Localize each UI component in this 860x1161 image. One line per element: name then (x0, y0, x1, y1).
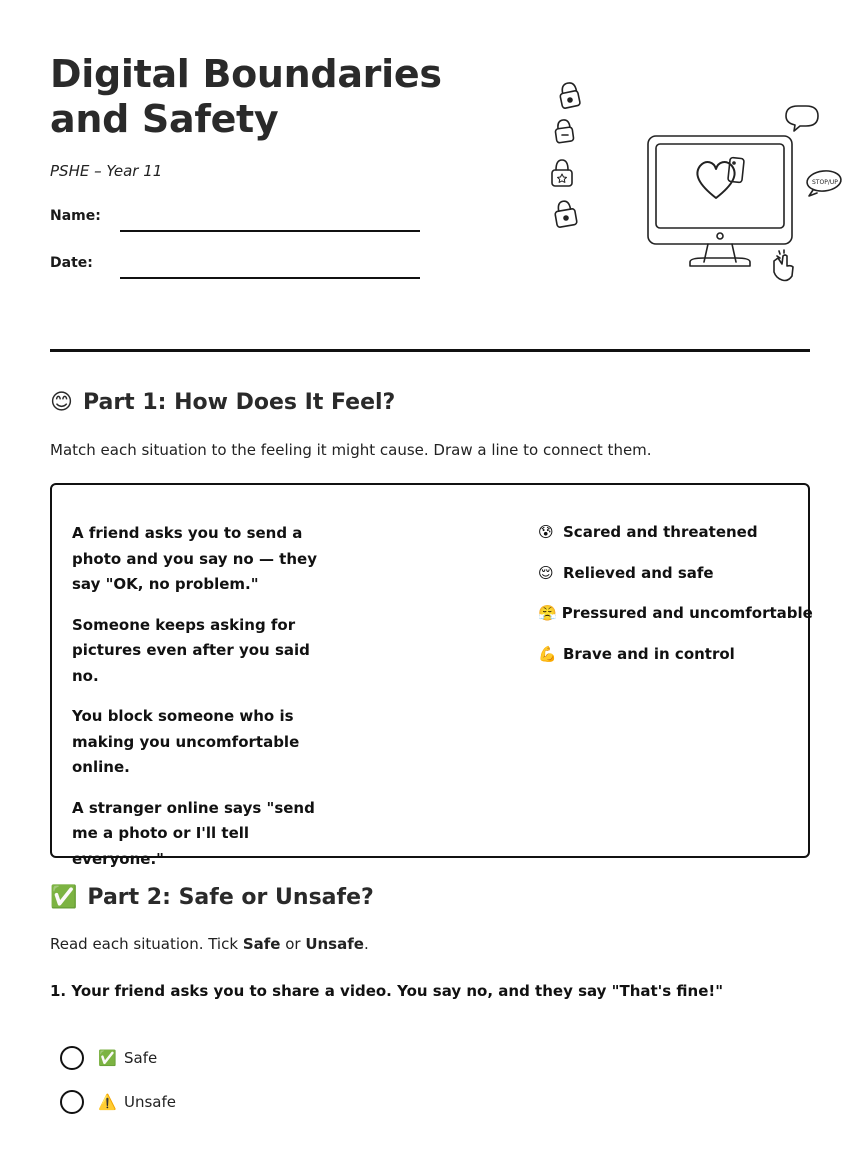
padlock-icon (555, 119, 574, 143)
date-input-line[interactable] (120, 277, 420, 279)
phone-icon (728, 157, 744, 182)
name-field[interactable] (50, 208, 420, 224)
padlock-icon (552, 160, 572, 186)
feeling-label: Pressured and uncomfortable (561, 604, 813, 622)
anxious-face-icon: 😰 (538, 523, 554, 541)
worksheet-header (50, 0, 838, 352)
question-1: 1. Your friend asks you to share a video. You say no, and they say "That's fine!" (50, 982, 724, 1000)
name-input-line[interactable] (120, 230, 420, 232)
unsafe-radio[interactable] (60, 1090, 84, 1114)
feeling-label: Scared and threatened (563, 523, 758, 541)
speech-bubble-icon (806, 169, 842, 196)
feeling-item[interactable] (538, 643, 803, 665)
part1-instructions: Match each situation to the feeling it might cause. Draw a line to connect them. (50, 441, 652, 459)
part2-heading (50, 885, 374, 910)
date-label: Date: (50, 255, 93, 271)
feelings-column (538, 521, 813, 683)
situation-item[interactable]: A friend asks you to send a photo and you say no — they say "OK, no problem." (72, 524, 317, 593)
unsafe-option[interactable] (60, 1090, 176, 1114)
computer-monitor-icon (648, 136, 792, 266)
feeling-item[interactable] (538, 562, 803, 584)
intro-text: . (363, 935, 369, 953)
matching-activity-box (50, 483, 813, 868)
situation-item[interactable]: You block someone who is making you uncomfortable online. (72, 707, 300, 776)
digital-safety-illustration (548, 78, 838, 283)
header-divider (50, 349, 810, 352)
worksheet-page (50, 0, 838, 1111)
intro-safe-word: Safe (242, 935, 281, 953)
relieved-face-icon: 😌 (538, 563, 554, 582)
feeling-label: Brave and in control (563, 644, 735, 663)
check-mark-icon: ✅ (50, 885, 78, 910)
warning-icon: ⚠️ (98, 1093, 117, 1111)
steaming-face-icon: 😤 (538, 604, 557, 622)
situations-column (72, 521, 332, 887)
safe-radio[interactable] (60, 1046, 84, 1070)
part2-instructions (50, 935, 369, 953)
padlock-icon (555, 200, 577, 227)
safe-option[interactable] (60, 1046, 157, 1070)
intro-text: Read each situation. Tick (50, 935, 243, 953)
feeling-item[interactable] (538, 602, 813, 624)
safe-option-label: Safe (124, 1049, 158, 1067)
intro-text: or (280, 935, 306, 953)
flexed-biceps-icon: 💪 (538, 644, 557, 663)
feeling-item[interactable] (538, 521, 803, 543)
part1-heading-text: Part 1: How Does It Feel? (82, 390, 396, 415)
name-label: Name: (50, 208, 101, 224)
unsafe-option-label: Unsafe (124, 1093, 177, 1111)
pointing-hand-icon (774, 250, 793, 281)
date-field[interactable] (50, 255, 420, 271)
svg-text:STOP/UP: STOP/UP (812, 179, 838, 186)
intro-unsafe-word: Unsafe (305, 935, 364, 953)
feeling-label: Relieved and safe (563, 563, 714, 582)
situation-item[interactable]: A stranger online says "send me a photo or I'll tell everyone." (72, 798, 315, 868)
padlock-icon (560, 82, 581, 109)
part1-heading (50, 390, 395, 415)
subtitle: PSHE – Year 11 (50, 162, 163, 180)
situation-item[interactable]: Someone keeps asking for pictures even after you said no. (72, 615, 310, 685)
check-mark-icon: ✅ (98, 1049, 117, 1067)
part2-heading-text: Part 2: Safe or Unsafe? (87, 885, 374, 910)
page-title: Digital Boundaries and Safety (50, 52, 442, 141)
smiling-face-icon: 😊 (50, 390, 73, 415)
speech-bubble-icon (786, 106, 818, 131)
